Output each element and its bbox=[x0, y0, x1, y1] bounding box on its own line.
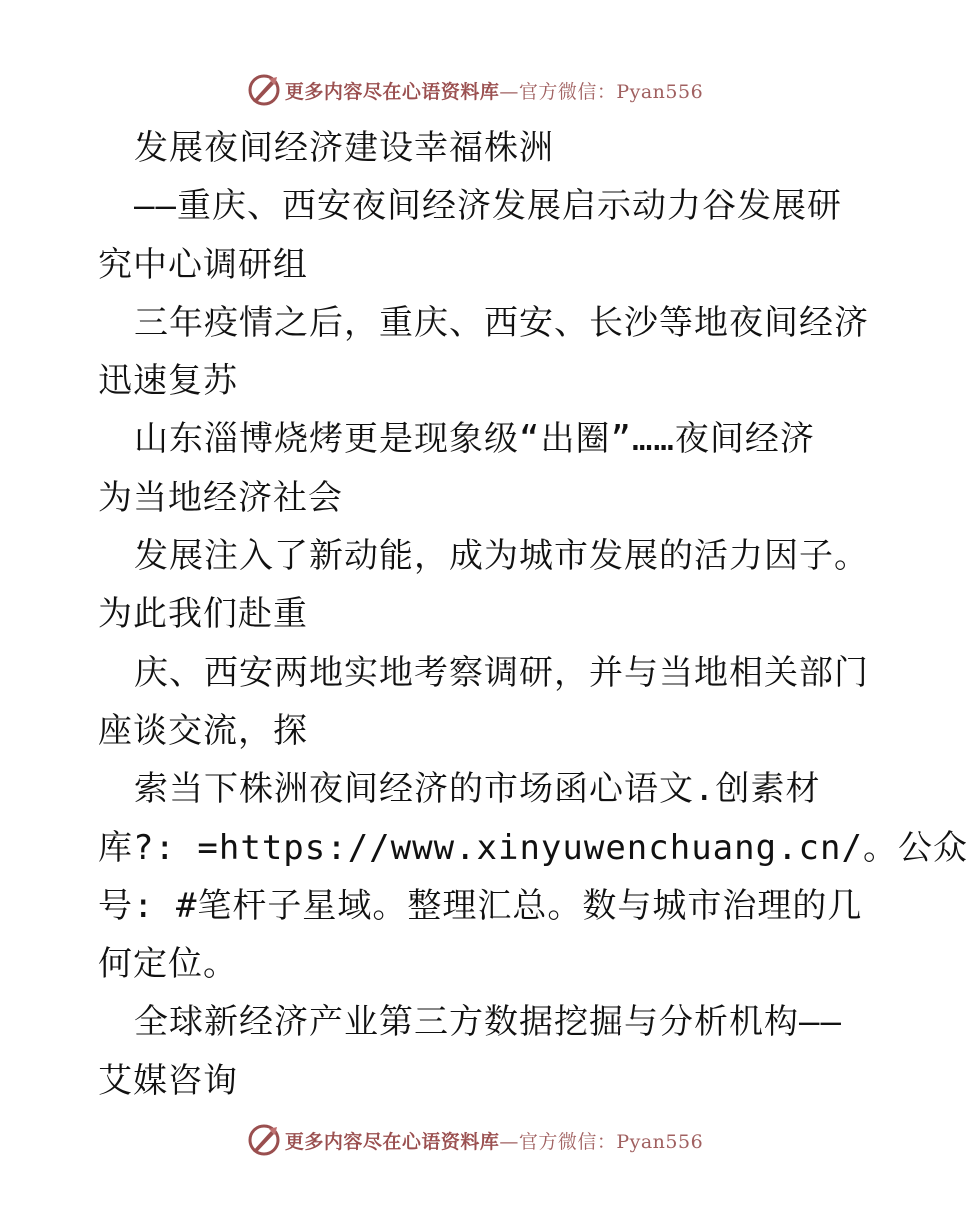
doc-line-url: 库?: =https://www.xinyuwenchuang.cn/。公众 bbox=[98, 827, 968, 868]
doc-line: 庆、西安两地实地考察调研，并与当地相关部门 bbox=[134, 652, 869, 693]
doc-line: 迅速复苏 bbox=[98, 361, 238, 402]
header-banner-text bbox=[285, 77, 703, 104]
doc-title: 发展夜间经济建设幸福株洲 bbox=[134, 128, 554, 168]
quill-pen-logo-icon bbox=[247, 73, 281, 107]
doc-line: ——重庆、西安夜间经济发展启示动力谷发展研 bbox=[134, 186, 842, 227]
doc-line: 索当下株洲夜间经济的市场函心语文.创素材 bbox=[134, 769, 821, 810]
doc-line: 究中心调研组 bbox=[98, 244, 308, 285]
doc-line: 全球新经济产业第三方数据挖掘与分析机构—— bbox=[134, 1002, 842, 1043]
footer-banner bbox=[0, 1120, 950, 1160]
header-brand-text: 更多内容尽在心语资料库 bbox=[284, 80, 500, 103]
document-body bbox=[98, 119, 968, 1110]
doc-line: 为此我们赴重 bbox=[98, 594, 308, 635]
doc-line: 号: #笔杆子星域。整理汇总。数与城市治理的几 bbox=[98, 885, 863, 926]
header-banner bbox=[0, 70, 950, 110]
header-contact-text: 官方微信：Pyan556 bbox=[518, 80, 704, 103]
doc-line: 三年疫情之后，重庆、西安、长沙等地夜间经济 bbox=[134, 302, 869, 343]
footer-banner-text bbox=[285, 1127, 703, 1154]
footer-separator: — bbox=[499, 1130, 519, 1153]
doc-line: 发展注入了新动能，成为城市发展的活力因子。 bbox=[134, 536, 869, 577]
quill-pen-logo-icon bbox=[247, 1123, 281, 1157]
doc-line: 山东淄博烧烤更是现象级“出圈”……夜间经济 bbox=[134, 419, 815, 460]
header-separator: — bbox=[499, 80, 519, 103]
footer-contact-text: 官方微信：Pyan556 bbox=[518, 1130, 704, 1153]
doc-line: 座谈交流，探 bbox=[98, 710, 308, 751]
doc-line: 艾媒咨询 bbox=[98, 1060, 238, 1101]
doc-line: 何定位。 bbox=[98, 944, 238, 985]
doc-line: 为当地经济社会 bbox=[98, 477, 343, 518]
footer-brand-text: 更多内容尽在心语资料库 bbox=[284, 1130, 500, 1153]
